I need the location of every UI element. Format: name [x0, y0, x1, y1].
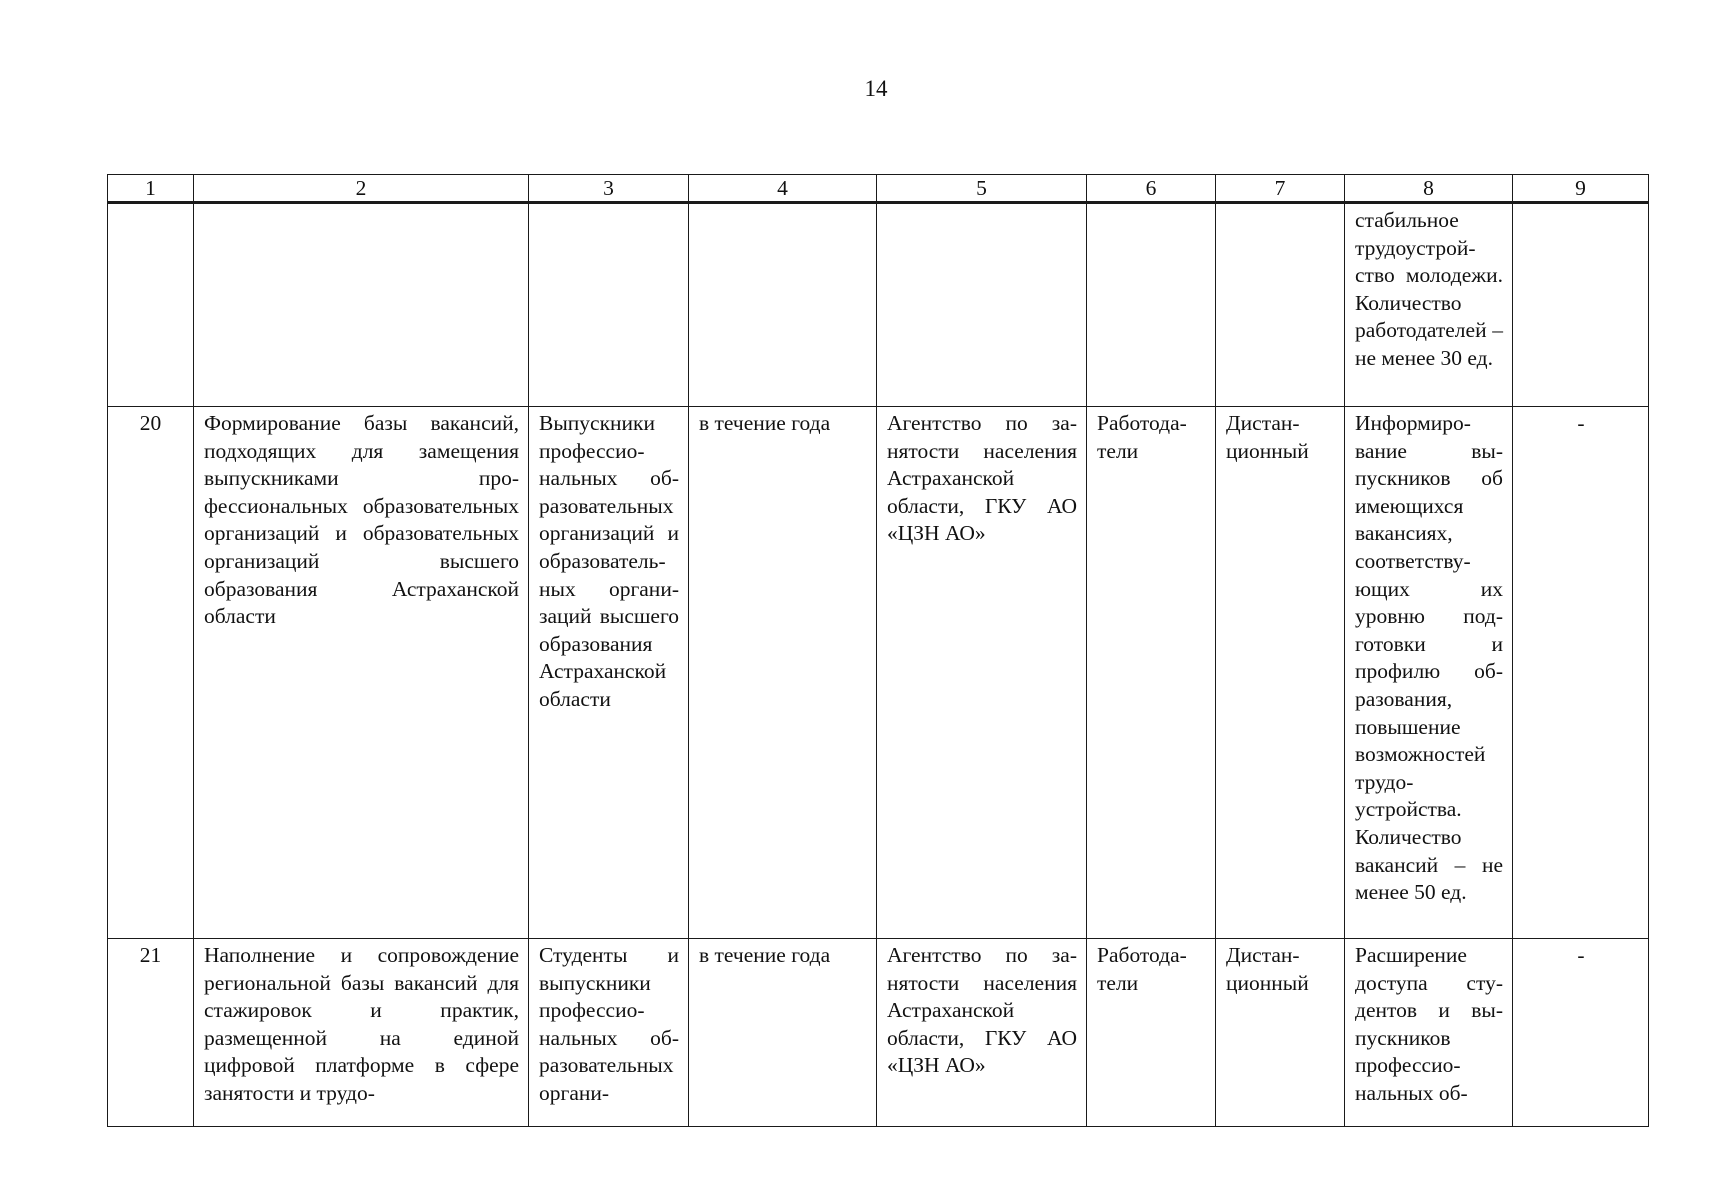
column-header-5: 5 [877, 175, 1087, 203]
cell-format [1216, 203, 1345, 407]
cell-note: - [1513, 939, 1649, 1127]
cell-format: Дистанционный [1216, 407, 1345, 939]
column-header-2: 2 [194, 175, 529, 203]
column-header-4: 4 [689, 175, 877, 203]
column-header-8: 8 [1345, 175, 1513, 203]
column-header-9: 9 [1513, 175, 1649, 203]
table-row-21 [108, 939, 1649, 1127]
cell-responsible: Агентство по занятости населения Астраханской области, ГКУ АО «ЦЗН АО» [877, 407, 1087, 939]
cell-note [1513, 203, 1649, 407]
cell-responsible [877, 203, 1087, 407]
cell-partners: Работодатели [1087, 939, 1216, 1127]
cell-target-group: Выпускники профессиональных образовательных организаций и образовательных организаций высшего образования Астраханской области [529, 407, 689, 939]
cell-partners: Работодатели [1087, 407, 1216, 939]
cell-result: стабильное трудоустройство молодежи. Количество работодателей – не менее 30 ед. [1345, 203, 1513, 407]
column-header-6: 6 [1087, 175, 1216, 203]
cell-partners [1087, 203, 1216, 407]
page-number: 14 [864, 76, 888, 101]
cell-timing: в течение года [689, 407, 877, 939]
cell-number: 20 [108, 407, 194, 939]
column-header-7: 7 [1216, 175, 1345, 203]
cell-target-group: Студенты и выпускники профессиональных образовательных органи- [529, 939, 689, 1127]
column-header-1: 1 [108, 175, 194, 203]
cell-result: Информирование выпускников об имеющихся вакансиях, соответствующих их уровню подготовки и профилю образования, повышение возможностей трудоустройства. Количество вакансий – не менее 50 ед. [1345, 407, 1513, 939]
header-row [108, 175, 1649, 203]
cell-note: - [1513, 407, 1649, 939]
cell-activity: Формирование базы вакансий, подходящих для замещения выпускниками профессиональных образовательных организаций и образовательных организаций высшего образования Астраханской области [194, 407, 529, 939]
cell-result: Расширение доступа студентов и выпускников профессиональных об- [1345, 939, 1513, 1127]
cell-responsible: Агентство по занятости населения Астраханской области, ГКУ АО «ЦЗН АО» [877, 939, 1087, 1127]
table-row-continuation [108, 203, 1649, 407]
table-row-20 [108, 407, 1649, 939]
cell-format: Дистанционный [1216, 939, 1345, 1127]
cell-activity [194, 203, 529, 407]
column-header-3: 3 [529, 175, 689, 203]
cell-timing: в течение года [689, 939, 877, 1127]
cell-number: 21 [108, 939, 194, 1127]
cell-timing [689, 203, 877, 407]
plan-table [107, 174, 1649, 1127]
cell-number [108, 203, 194, 407]
cell-target-group [529, 203, 689, 407]
cell-activity: Наполнение и сопровождение региональной базы вакансий для стажировок и практик, размещенной на единой цифровой платформе в сфере занятости и трудо- [194, 939, 529, 1127]
